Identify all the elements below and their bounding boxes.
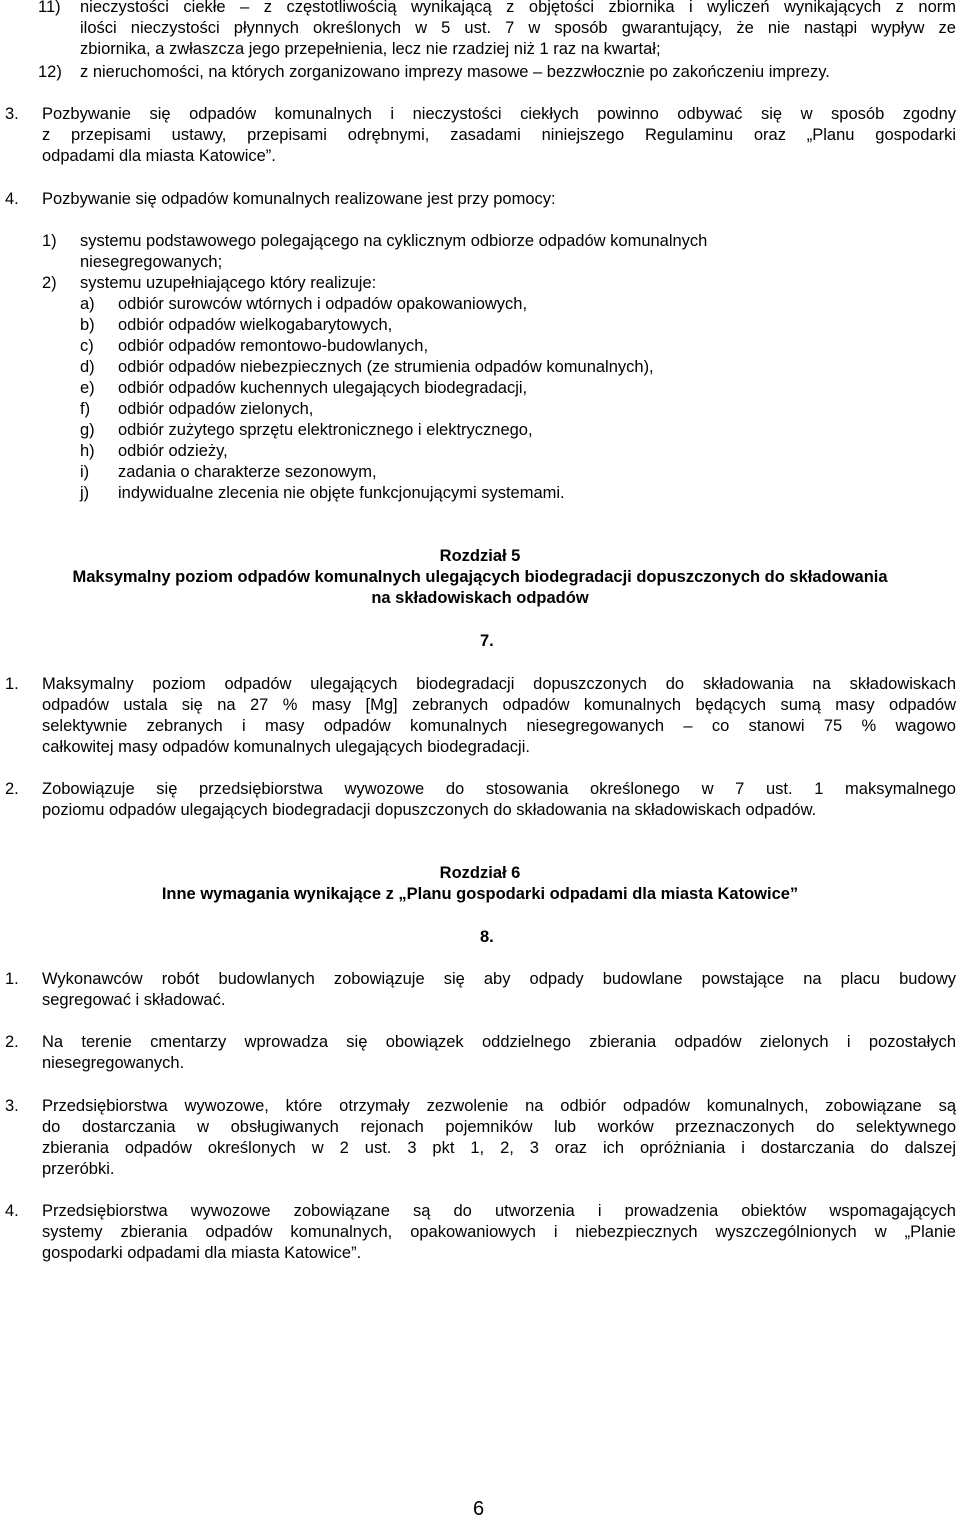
- text-line: z przepisami ustawy, przepisami odrębnymi, zasadami niniejszego Regulaminu oraz „Planu gospodarki: [42, 126, 956, 144]
- sub-list-text: odbiór zużytego sprzętu elektronicznego i elektrycznego,: [118, 421, 533, 439]
- text-line: gospodarki odpadami dla miasta Katowice”.: [42, 1244, 362, 1262]
- paragraph-number: 1.: [5, 970, 19, 988]
- sub-list-letter: i): [80, 463, 90, 481]
- text-line: zbierania odpadów określonych w 2 ust. 3 pkt 1, 2, 3 oraz ich opróżniania i dostarczania do dalszej: [42, 1139, 956, 1157]
- text-line: segregować i składować.: [42, 991, 226, 1009]
- sub-list-letter: f): [80, 400, 91, 418]
- text-line: nieczystości ciekłe – z częstotliwością wynikającą z objętości zbiornika i wyliczeń wynikających z norm: [80, 0, 956, 16]
- text-line: poziomu odpadów ulegających biodegradacji dopuszczonych do składowania na składowiskach odpadów.: [42, 801, 817, 819]
- text-line: Pozbywanie się odpadów komunalnych realizowane jest przy pomocy:: [42, 190, 556, 208]
- sub-list-letter: c): [80, 337, 94, 355]
- text-line: niesegregowanych.: [42, 1054, 185, 1072]
- text-line: odpadów ustala się na 27 % masy [Mg] zebranych odpadów komunalnych będących sumą masy odpadów: [42, 696, 956, 714]
- sub-list-letter: b): [80, 316, 95, 334]
- sub-list-text: indywidualne zlecenia nie objęte funkcjonującymi systemami.: [118, 484, 565, 502]
- paragraph-number: 2.: [5, 1033, 19, 1051]
- paragraph-number: 1.: [5, 675, 19, 693]
- sub-list-letter: a): [80, 295, 95, 313]
- text-line: Na terenie cmentarzy wprowadza się obowiązek oddzielnego zbierania odpadów zielonych i pozostałych: [42, 1033, 956, 1051]
- text-line: całkowitej masy odpadów komunalnych ulegających biodegradacji.: [42, 738, 530, 756]
- sub-list-text: odbiór odzieży,: [118, 442, 228, 460]
- text-line: selektywnie zebranych i masy odpadów komunalnych niesegregowanych – co stanowi 75 % wagowo: [42, 717, 956, 735]
- text-line: Wykonawców robót budowlanych zobowiązuje się aby odpady budowlane powstające na placu budowy: [42, 970, 956, 988]
- list-number: 1): [42, 232, 57, 250]
- sub-list-text: odbiór odpadów remontowo-budowlanych,: [118, 337, 429, 355]
- text-line: niesegregowanych;: [80, 253, 223, 271]
- text-line: z nieruchomości, na których zorganizowano imprezy masowe – bezzwłocznie po zakończeniu imprezy.: [80, 63, 830, 81]
- chapter-title: Rozdział 6: [439, 864, 521, 882]
- paragraph-number: 4.: [5, 1202, 19, 1220]
- text-line: do dostarczania w obsługiwanych rejonach pojemników lub worków przeznaczonych do selektywnego: [42, 1118, 956, 1136]
- text-line: Przedsiębiorstwa wywozowe zobowiązane są do utworzenia i prowadzenia obiektów wspomagających: [42, 1202, 956, 1220]
- list-number: 2): [42, 274, 57, 292]
- text-line: zbiornika, a zwłaszcza jego przepełnienia, lecz nie rzadziej niż 1 raz na kwartał;: [80, 40, 661, 58]
- paragraph-number: 3.: [5, 1097, 19, 1115]
- list-number: 11): [38, 0, 61, 16]
- sub-list-letter: g): [80, 421, 95, 439]
- paragraph-number: 2.: [5, 780, 19, 798]
- sub-list-text: odbiór surowców wtórnych i odpadów opakowaniowych,: [118, 295, 528, 313]
- text-line: przeróbki.: [42, 1160, 115, 1178]
- chapter-subtitle: Inne wymagania wynikające z „Planu gospodarki odpadami dla miasta Katowice”: [161, 885, 799, 903]
- text-line: Maksymalny poziom odpadów ulegających biodegradacji dopuszczonych do składowania na składowiskach: [42, 675, 956, 693]
- sub-list-text: odbiór odpadów kuchennych ulegających biodegradacji,: [118, 379, 528, 397]
- sub-list-text: odbiór odpadów wielkogabarytowych,: [118, 316, 393, 334]
- sub-list-text: odbiór odpadów niebezpiecznych (ze strumienia odpadów komunalnych),: [118, 358, 654, 376]
- sub-list-letter: j): [80, 484, 90, 502]
- section-number: 7.: [480, 632, 494, 650]
- chapter-title: Rozdział 5: [439, 547, 521, 565]
- text-line: odpadami dla miasta Katowice”.: [42, 147, 276, 165]
- chapter-subtitle: Maksymalny poziom odpadów komunalnych ulegających biodegradacji dopuszczonych do składowania: [72, 568, 888, 586]
- text-line: ilości nieczystości płynnych określonych w 5 ust. 7 w sposób gwarantujący, że nie nastąpi wypływ ze: [80, 19, 956, 37]
- sub-list-letter: h): [80, 442, 95, 460]
- sub-list-text: odbiór odpadów zielonych,: [118, 400, 314, 418]
- text-line: Pozbywanie się odpadów komunalnych i nieczystości ciekłych powinno odbywać się w sposób zgodny: [42, 105, 956, 123]
- text-line: systemu uzupełniającego który realizuje:: [80, 274, 377, 292]
- chapter-subtitle: na składowiskach odpadów: [371, 589, 589, 607]
- text-line: systemy zbierania odpadów komunalnych, opakowaniowych i niebezpiecznych wyszczególnionych w „Planie: [42, 1223, 956, 1241]
- section-number: 8.: [480, 928, 494, 946]
- paragraph-number: 4.: [5, 190, 19, 208]
- text-line: Zobowiązuje się przedsiębiorstwa wywozowe do stosowania określonego w 7 ust. 1 maksymalnego: [42, 780, 956, 798]
- list-number: 12): [38, 63, 62, 81]
- text-line: Przedsiębiorstwa wywozowe, które otrzymały zezwolenie na odbiór odpadów komunalnych, zobowiązane są: [42, 1097, 956, 1115]
- page-number: 6: [473, 1498, 485, 1520]
- text-line: systemu podstawowego polegającego na cyklicznym odbiorze odpadów komunalnych: [80, 232, 708, 250]
- sub-list-letter: d): [80, 358, 95, 376]
- sub-list-text: zadania o charakterze sezonowym,: [118, 463, 377, 481]
- sub-list-letter: e): [80, 379, 95, 397]
- paragraph-number: 3.: [5, 105, 19, 123]
